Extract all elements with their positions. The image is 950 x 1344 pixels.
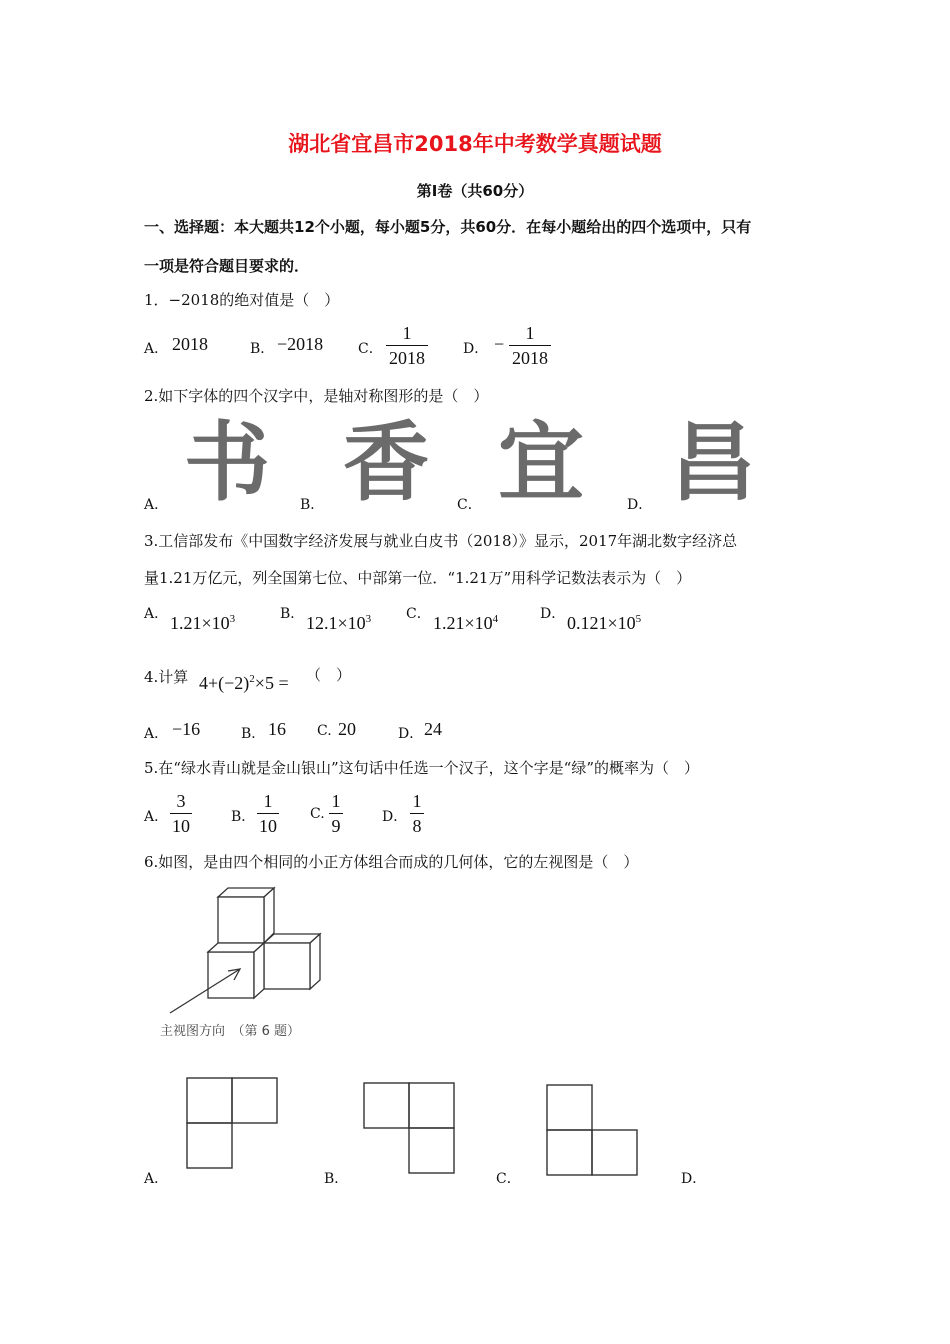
fraction [509, 322, 551, 369]
question-3-line-1: 3.工信部发布《中国数字经济发展与就业白皮书（2018）》显示，2017年湖北数字经济总 [144, 532, 738, 550]
option-label: D． [540, 606, 566, 622]
option-label: C． [457, 497, 482, 513]
option-value: $1.21\times 10^4$ [433, 613, 499, 633]
option-label: D． [382, 809, 408, 825]
option-label: D． [463, 341, 489, 357]
denominator: 2018 [389, 348, 425, 368]
section-heading-line-2: 一项是符合题目要求的． [144, 257, 310, 275]
numerator: 1 [525, 323, 535, 343]
option-label: B． [250, 341, 275, 357]
question-5-stem: 5.在“绿水青山就是金山银山”这句话中任选一个汉子，这个字是“绿”的概率为（ ） [144, 759, 699, 777]
glyph-xiang: 香 [343, 413, 429, 513]
fraction: 1 9 [329, 790, 343, 837]
option-value: 20 [338, 719, 356, 739]
option-value: $0.121\times 10^5$ [567, 613, 642, 633]
fraction [386, 322, 428, 369]
option-label: B． [280, 606, 305, 622]
glyph-yi: 宜 [498, 413, 584, 513]
section-heading-line-1: 一、选择题：本大题共12个小题，每小题5分，共60分．在每小题给出的四个选项中，只有 [144, 218, 752, 236]
option-label: D． [398, 726, 424, 742]
option-value: −2018 [277, 334, 324, 354]
expression: $4+(-2)^2\times 5$ = [199, 673, 289, 693]
question-6-stem: 6.如图，是由四个相同的小正方体组合而成的几何体，它的左视图是（ ） [144, 853, 639, 871]
option-value: $1.21\times 10^3$ [170, 613, 236, 633]
option-label: C． [406, 606, 431, 622]
option-value: 2018 [172, 334, 208, 354]
option-label: C． [496, 1171, 521, 1187]
question-4-stem: 4.计算 [144, 668, 189, 686]
option-c-view [545, 1083, 640, 1179]
question-2-stem: 2.如下字体的四个汉字中，是轴对称图形的是（ ） [144, 387, 489, 405]
part-heading: 第I卷（共60分） [416, 182, 534, 200]
option-b-view [362, 1080, 457, 1176]
option-label: B． [324, 1171, 349, 1187]
option-label: B． [231, 809, 256, 825]
option-label: D． [681, 1171, 707, 1187]
option-value: 16 [268, 719, 286, 739]
figure-caption: 主视图方向 （第 6 题） [160, 1024, 301, 1039]
fraction: 1 8 [410, 790, 424, 837]
option-label: A． [144, 341, 169, 357]
option-label: A． [144, 726, 169, 742]
answer-paren: （ ） [306, 666, 352, 684]
option-label: D． [627, 497, 653, 513]
minus-sign: − [494, 334, 505, 354]
glyph-shu: 书 [184, 413, 270, 513]
option-label: C. [310, 806, 325, 822]
option-label: A． [144, 497, 169, 513]
option-label: B． [300, 497, 325, 513]
question-1-stem: 1．−2018的绝对值是（ ） [144, 291, 340, 309]
option-label: A． [144, 809, 169, 825]
fraction: 1 10 [259, 791, 277, 836]
option-a-view [185, 1075, 280, 1171]
option-value: 24 [424, 719, 442, 739]
option-label: C. [317, 723, 332, 739]
fraction: 3 10 [172, 791, 190, 836]
option-label: C． [358, 341, 383, 357]
option-label: A． [144, 1171, 169, 1187]
option-value: $12.1\times 10^3$ [306, 613, 372, 633]
page-title: 湖北省宜昌市2018年中考数学真题试题 [288, 132, 662, 156]
glyph-chang: 昌 [670, 413, 756, 513]
option-label: A． [144, 606, 169, 622]
option-value: −16 [172, 719, 201, 739]
denominator: 2018 [512, 348, 548, 368]
numerator: 1 [402, 323, 412, 343]
option-label: B． [241, 726, 266, 742]
question-3-line-2: 量1.21万亿元，列全国第七位、中部第一位．“1.21万”用科学记数法表示为（ ） [144, 569, 692, 587]
